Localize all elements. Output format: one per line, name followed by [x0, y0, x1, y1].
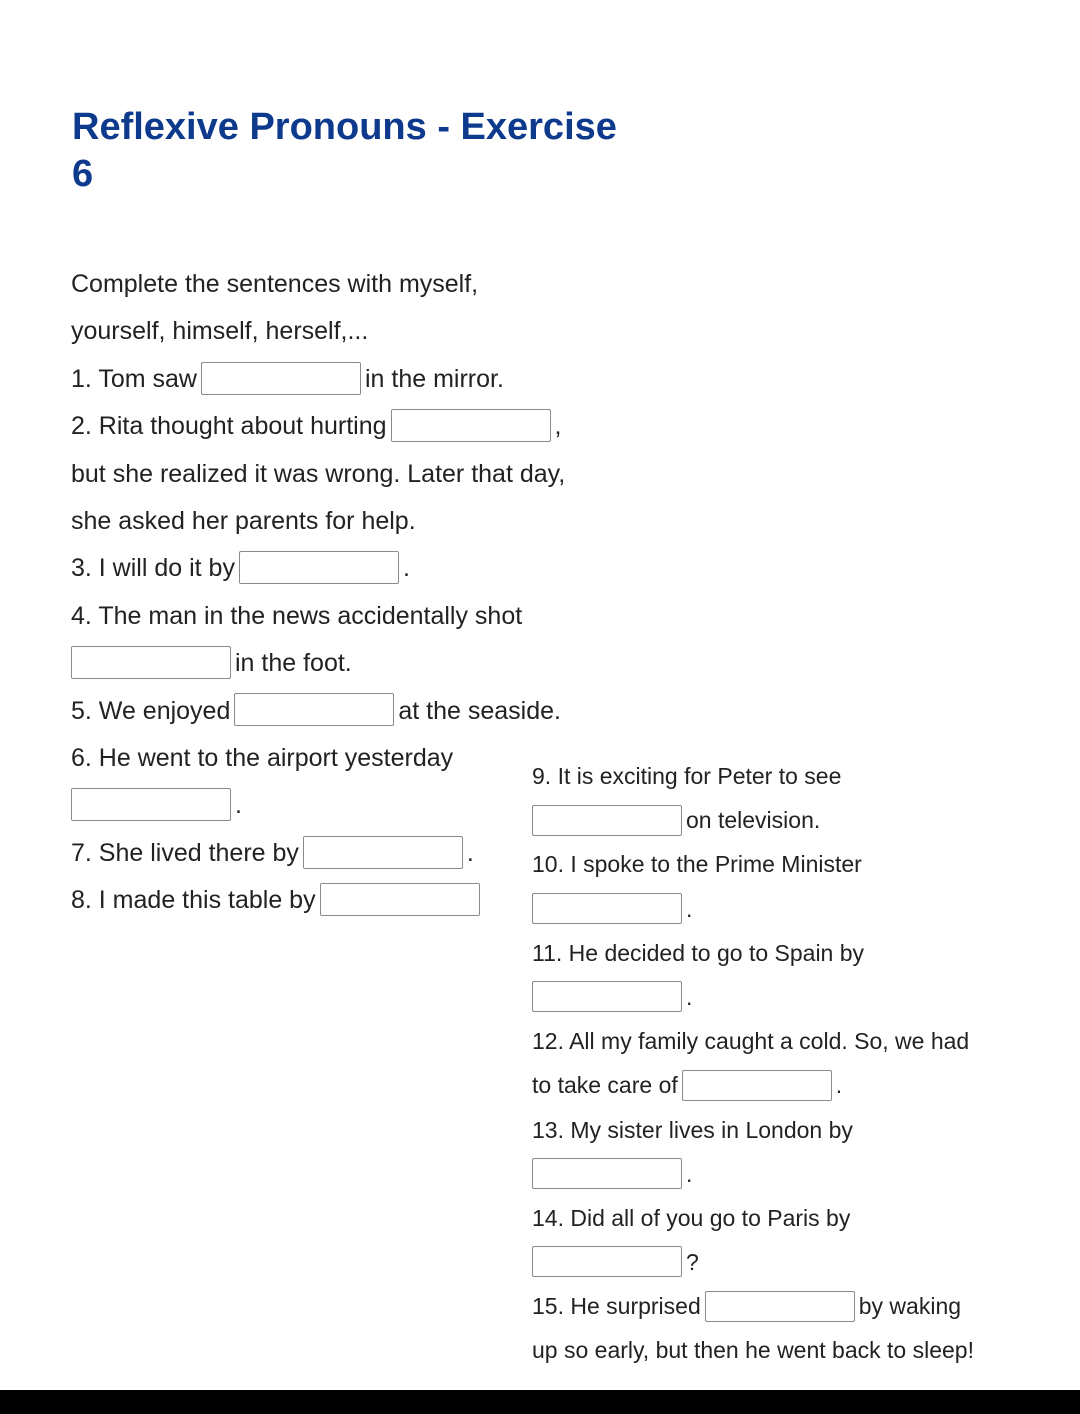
question-13: 13. My sister lives in London by — [532, 1116, 853, 1143]
answer-input-1[interactable] — [201, 362, 361, 395]
question-6: 6. He went to the airport yesterday — [71, 743, 454, 772]
question-15 — [532, 1284, 1052, 1328]
question-2-continuation-2: she asked her parents for help. — [71, 506, 416, 535]
question-3-text: 3. I will do it by — [71, 554, 235, 583]
question-14: 14. Did all of you go to Paris by — [532, 1204, 851, 1231]
question-12-answer-line — [532, 1063, 1052, 1107]
answer-input-13[interactable] — [532, 1158, 682, 1189]
question-5-tail: at the seaside. — [398, 696, 561, 725]
question-2 — [71, 403, 562, 450]
question-4-tail: in the foot. — [235, 649, 352, 678]
question-6-tail: . — [235, 791, 242, 820]
instruction-line-2: yourself, himself, herself,... — [71, 317, 369, 346]
question-14-tail: ? — [686, 1249, 699, 1276]
question-13-answer-line — [532, 1152, 1052, 1196]
question-7-text: 7. She lived there by — [71, 838, 299, 867]
question-1-tail: in the mirror. — [364, 364, 504, 393]
question-10-answer-line — [532, 887, 1052, 931]
question-5 — [71, 688, 561, 735]
question-3 — [71, 545, 541, 592]
question-12: 12. All my family caught a cold. So, we had — [532, 1028, 970, 1055]
question-14-answer-line — [532, 1240, 1052, 1284]
title-line-1: Reflexive Pronouns - Exercise — [72, 106, 617, 148]
answer-input-12[interactable] — [682, 1070, 832, 1101]
question-15-continuation: up so early, but then he went back to sleep! — [532, 1337, 974, 1364]
question-11: 11. He decided to go to Spain by — [532, 939, 865, 966]
question-1 — [71, 356, 541, 403]
answer-input-6[interactable] — [71, 788, 231, 821]
question-12-tail: . — [835, 1072, 843, 1099]
answer-input-5[interactable] — [234, 693, 394, 726]
question-6-answer-line — [71, 782, 541, 829]
question-3-tail: . — [402, 554, 410, 583]
question-11-answer-line — [532, 975, 1052, 1019]
title-line-2: 6 — [72, 153, 94, 195]
answer-input-8[interactable] — [320, 883, 480, 916]
question-10: 10. I spoke to the Prime Minister — [532, 851, 862, 878]
answer-input-15[interactable] — [705, 1291, 855, 1322]
question-10-tail: . — [686, 895, 693, 922]
question-2-continuation-1: but she realized it was wrong. Later that day, — [71, 459, 566, 488]
answer-input-3[interactable] — [239, 551, 399, 584]
question-15-text: 15. He surprised — [532, 1293, 701, 1320]
question-11-tail: . — [686, 983, 693, 1010]
question-13-tail: . — [686, 1160, 693, 1187]
question-9: 9. It is exciting for Peter to see — [532, 763, 842, 789]
question-4: 4. The man in the news accidentally shot — [71, 601, 523, 630]
question-4-answer-line — [71, 640, 541, 687]
question-9-answer-line — [532, 798, 1052, 842]
question-8-text: 8. I made this table by — [71, 886, 316, 915]
question-2-text: 2. Rita thought about hurting — [71, 412, 387, 441]
instruction-line-1: Complete the sentences with myself, — [71, 270, 479, 298]
question-8 — [71, 877, 541, 924]
exercise-right-column — [532, 754, 1052, 1373]
exercise-left-column — [71, 261, 566, 924]
answer-input-11[interactable] — [532, 981, 682, 1012]
answer-input-7[interactable] — [303, 836, 463, 869]
page-title — [72, 104, 632, 198]
answer-input-9[interactable] — [532, 805, 682, 836]
answer-input-2[interactable] — [391, 409, 551, 442]
question-5-text: 5. We enjoyed — [71, 696, 231, 725]
question-12-text-2: to take care of — [532, 1072, 678, 1099]
bottom-bar — [0, 1390, 1080, 1414]
question-7-tail: . — [466, 838, 474, 867]
question-1-text: 1. Tom saw — [71, 364, 197, 393]
answer-input-14[interactable] — [532, 1246, 682, 1277]
question-2-tail: , — [554, 412, 562, 441]
answer-input-10[interactable] — [532, 893, 682, 924]
question-7 — [71, 830, 541, 877]
question-15-tail: by waking — [858, 1293, 962, 1320]
question-9-tail: on television. — [686, 807, 821, 834]
answer-input-4[interactable] — [71, 646, 231, 679]
